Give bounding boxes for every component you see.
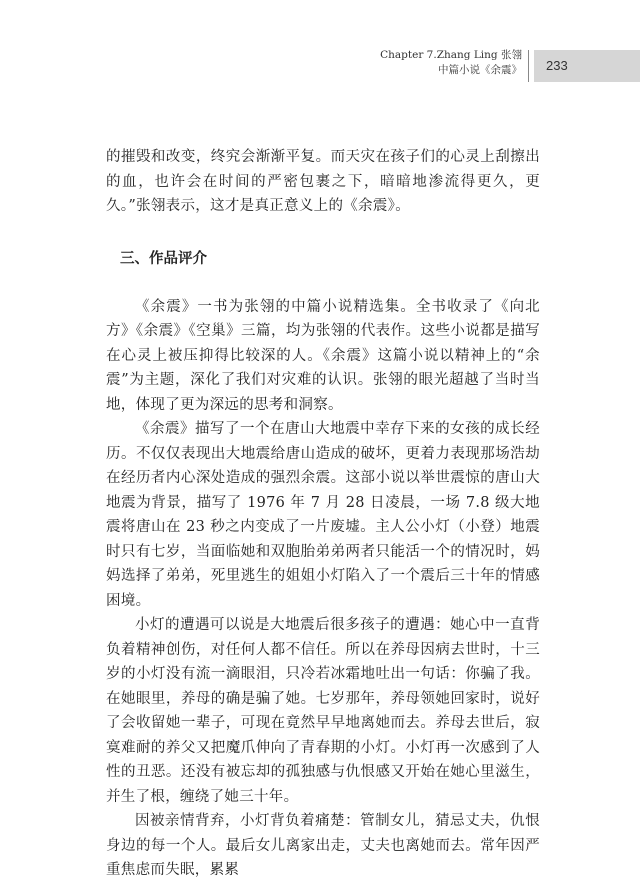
section-heading: 三、作品评介 [120, 250, 207, 267]
paragraph-family-breakdown: 因被亲情背弃，小灯背负着痛楚：管制女儿，猜忌丈夫，仇恨身边的每一个人。最后女儿离家出走，丈夫也离她而去。常年因严重焦虑而失眠，累累 [106, 813, 540, 878]
chapter-title: Chapter 7.Zhang Ling 张翎 [380, 49, 522, 61]
header-divider [528, 50, 529, 82]
paragraph-xiaodeng-trauma: 小灯的遭遇可以说是大地震后很多孩子的遭遇：她心中一直背负着精神创伤，对任何人都不信任。所以在养母因病去世时，十三岁的小灯没有流一滴眼泪，只冷若冰霜地吐出一句话：你骗了我。在她眼里，养母的确是骗了她。七岁那年，养母领她回家时，说好了会收留她一辈子，可现在竟然早早地离她而去。养母去世后，寂寞难耐的养父又把魔爪伸向了青春期的小灯。小灯再一次感到了人性的丑恶。还没有被忘却的孤独感与仇恨感又开始在她心里滋生，并生了根，缠绕了她三十年。 [106, 617, 540, 805]
page-number-box [534, 50, 640, 82]
section-title: 中篇小说《余震》 [438, 64, 522, 76]
paragraph-continued: 的摧毁和改变，终究会渐渐平复。而天灾在孩子们的心灵上刮擦出的血，也许会在时间的严密包裹之下，暗暗地渗流得更久，更久。”张翎表示，这才是真正意义上的《余震》。 [106, 149, 540, 214]
paragraph-collection-intro: 《余震》一书为张翎的中篇小说精选集。全书收录了《向北方》《余震》《空巢》三篇，均为张翎的代表作。这些小说都是描写在心灵上被压抑得比较深的人。《余震》这篇小说以精神上的“余震”为主题，深化了我们对灾难的认识。张翎的眼光超越了当时当地，体现了更为深远的思考和洞察。 [106, 298, 540, 413]
page-number: 233 [546, 58, 568, 73]
running-header [380, 48, 522, 78]
page-body [106, 145, 540, 883]
paragraph-plot-summary: 《余震》描写了一个在唐山大地震中幸存下来的女孩的成长经历。不仅仅表现出大地震给唐山造成的破坏，更着力表现那场浩劫在经历者内心深处造成的强烈余震。这部小说以举世震惊的唐山大地震为背景，描写了 1976 年 7 月 28 日凌晨，一场 7.8 级大地震将唐山在 23 秒之内变成了一片废墟。主人公小灯（小登）地震时只有七岁，当面临她和双胞胎弟弟两者只能活一个的情况时，妈妈选择了弟弟，死里逃生的姐姐小灯陷入了一个震后三十年的情感困境。 [106, 421, 540, 609]
